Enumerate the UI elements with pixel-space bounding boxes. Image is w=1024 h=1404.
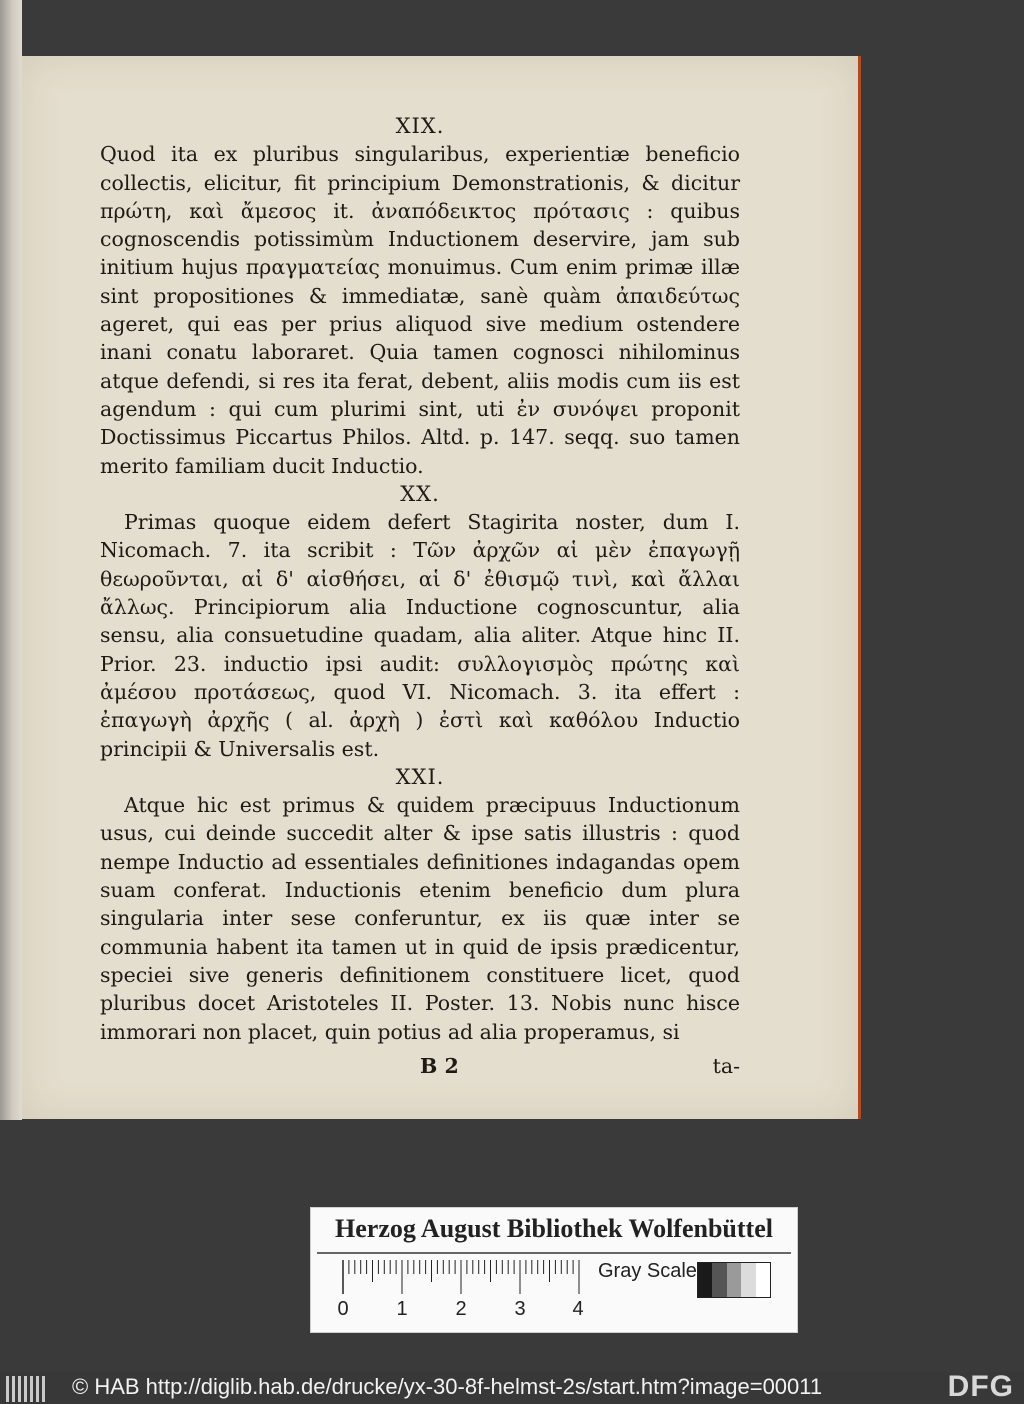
ruler-label-0: 0	[337, 1298, 349, 1320]
ruler-label-4: 4	[572, 1298, 584, 1320]
gray-patch-1	[698, 1263, 712, 1297]
previous-page-edge	[0, 0, 22, 1120]
paragraph-xx: Primas quoque eidem defert Stagirita noster, dum I. Nicomach. 7. ita scribit : Τῶν ἀρχῶν αἱ μὲν ἐπαγωγῇ θεωροῦνται, αἱ δ' αἰσθήσει, αἱ δ' ἐθισμῷ τινὶ, καὶ ἄλλαι ἄλλως. Principiorum alia Inductione cognoscuntur, alia sensu, alia consuetudine quadam, alia aliter. Atque hinc II. Prior. 23. inductio ipsi audit: συλλογισμὸς πρώτης καὶ ἀμέσου προτάσεως, quod VI. Nicomach. 3. ita effert : ἐπαγωγὴ ἀρχῆς ( al. ἀρχὴ ) ἐστὶ καὶ καθόλου Inductio principii & Universalis est.	[100, 510, 740, 761]
ruler-label-3: 3	[514, 1298, 526, 1320]
gray-patch-4	[741, 1263, 755, 1297]
color-target-card	[310, 1207, 798, 1333]
target-divider	[317, 1252, 791, 1254]
gray-patch-5	[756, 1263, 770, 1297]
signature-mark: B 2	[420, 1053, 459, 1078]
page-text	[100, 112, 740, 1080]
section-heading-xx: XX.	[400, 481, 440, 506]
gray-scale-label: Gray Scale	[598, 1260, 697, 1282]
centimeter-ruler	[341, 1260, 587, 1294]
gray-patch-2	[712, 1263, 726, 1297]
paragraph-xxi: Atque hic est primus & quidem præcipuus Inductionum usus, cui deinde succedit alter & ipse satis illustris : quod nempe Inductio ad essentiales definitiones indagandas opem suam conferat. Inductionis etenim beneficio dum plura singularia inter sese conferuntur, ex iis quæ inter se communia habent ita tamen ut in quid de ipsis prædicentur, speciei sive generis definitionem constituere licet, quod pluribus docet Aristoteles II. Poster. 13. Nobis nunc hisce immorari non placet, quin potius ad alia properamus, si	[100, 793, 740, 1044]
paragraph-xix: Quod ita ex pluribus singularibus, experientiæ beneficio collectis, elicitur, fit principium Demonstrationis, & dicitur πρώτη, καὶ ἄμεσος it. ἀναπόδεικτος πρότασις : quibus cognoscendis potissimùm Inductionem deservire, jam sub initium hujus πραγματείας monuimus. Cum enim primæ illæ sint propositiones & immediatæ, sanè quàm ἀπαιδεύτως ageret, qui eas per prius aliquod sive medium ostendere inani conatu laboraret. Quia tamen cognosci nihilominus atque defendi, si res ita ferat, debent, aliis modis cum iis est agendum : qui cum plurimi sint, uti ἐν συνόψει proponit Doctissimus Piccartus Philos. Altd. p. 147. seqq. suo tamen merito familiam ducit Inductio.	[100, 142, 740, 478]
hab-logo-icon	[6, 1376, 46, 1402]
gray-patch-3	[727, 1263, 741, 1297]
page-foot	[100, 1052, 740, 1080]
ruler-label-1: 1	[396, 1298, 408, 1320]
section-heading-xxi: XXI.	[395, 764, 445, 789]
footer-url[interactable]: © HAB http://diglib.hab.de/drucke/yx-30-8f-helmst-2s/start.htm?image=00011	[72, 1374, 823, 1399]
ruler-label-2: 2	[455, 1298, 467, 1320]
library-name: Herzog August Bibliothek Wolfenbüttel	[335, 1214, 773, 1243]
book-page	[22, 56, 861, 1119]
section-heading-xix: XIX.	[395, 114, 445, 138]
catchword: ta-	[712, 1053, 740, 1078]
gray-scale-patches	[697, 1262, 771, 1298]
dfg-logo: DFG	[947, 1370, 1014, 1403]
footer-bar	[0, 1372, 1024, 1404]
